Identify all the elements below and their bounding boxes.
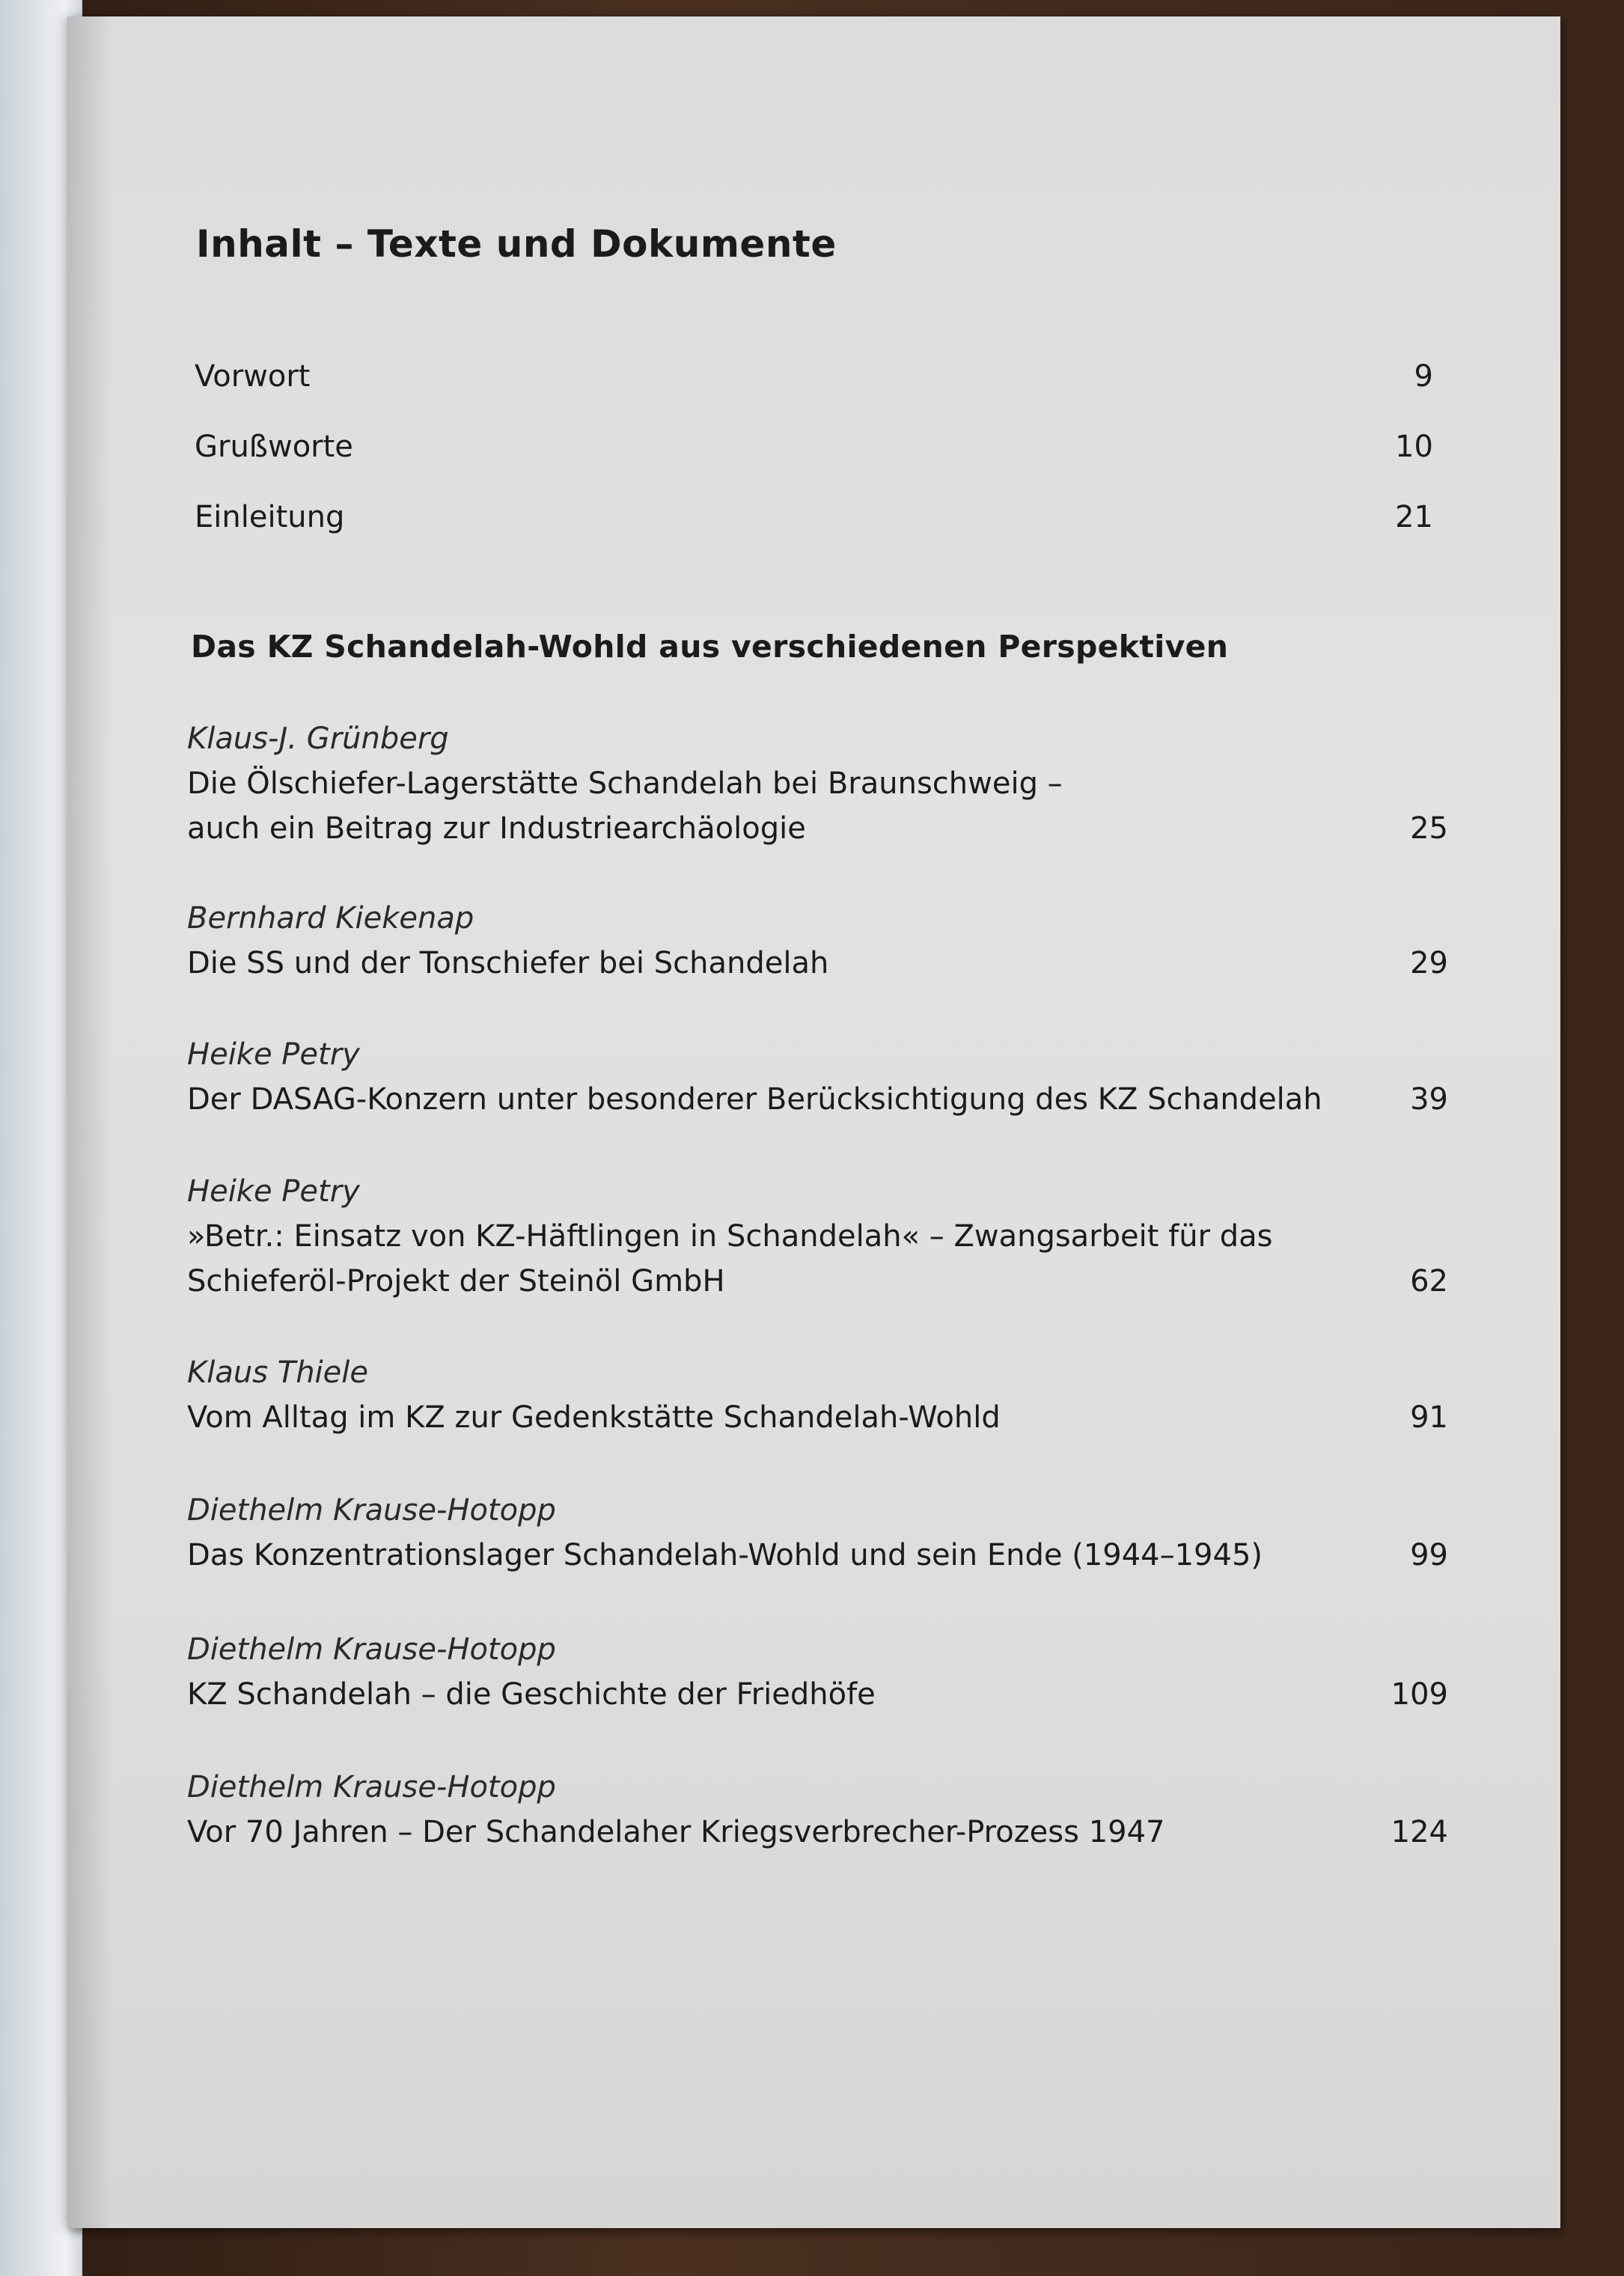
toc-item-title <box>187 1672 876 1717</box>
toc-item-author: Diethelm Krause-Hotopp <box>187 1632 556 1667</box>
toc-entry-vorwort <box>195 359 1433 394</box>
toc-item-title-line: auch ein Beitrag zur Industriearchäologie <box>187 811 806 846</box>
toc-item-page: 109 <box>1391 1677 1448 1712</box>
toc-item <box>187 1350 1448 1440</box>
toc-entry-grussworte <box>195 430 1433 464</box>
toc-item-title <box>187 1533 1263 1578</box>
toc-item-page: 29 <box>1410 946 1448 980</box>
toc-item-title <box>187 1077 1322 1122</box>
toc-item-title-line: Vor 70 Jahren – Der Schandelaher Kriegsverbrecher-Prozess 1947 <box>187 1815 1165 1849</box>
toc-item-author: Heike Petry <box>187 1037 360 1072</box>
toc-item-title-row <box>187 1395 1448 1440</box>
toc-entry-page: 9 <box>1414 359 1433 394</box>
toc-item-title-line: Schieferöl-Projekt der Steinöl GmbH <box>187 1264 725 1299</box>
toc-item-title-row <box>187 1672 1448 1717</box>
toc-item-page: 39 <box>1410 1082 1448 1117</box>
toc-item <box>187 716 1448 851</box>
toc-item-page: 62 <box>1410 1264 1448 1299</box>
toc-entry-label: Grußworte <box>195 430 353 464</box>
toc-item-title <box>187 1214 1273 1304</box>
toc-item-title-line: KZ Schandelah – die Geschichte der Friedhöfe <box>187 1677 876 1712</box>
toc-item-title-line: Der DASAG-Konzern unter besonderer Berücksichtigung des KZ Schandelah <box>187 1082 1322 1117</box>
toc-item-author: Bernhard Kiekenap <box>187 901 474 936</box>
toc-item-author: Diethelm Krause-Hotopp <box>187 1770 556 1804</box>
toc-item-title-row <box>187 1533 1448 1578</box>
book-page <box>67 16 1560 2228</box>
toc-item-title-row <box>187 761 1448 851</box>
toc-entry-label: Einleitung <box>195 500 345 534</box>
toc-item <box>187 1765 1448 1855</box>
toc-item-author: Klaus-J. Grünberg <box>187 721 449 756</box>
toc-item <box>187 1488 1448 1578</box>
toc-item <box>187 1169 1448 1304</box>
toc-item <box>187 896 1448 986</box>
toc-entry-label: Vorwort <box>195 359 311 394</box>
toc-item-author: Diethelm Krause-Hotopp <box>187 1493 556 1528</box>
toc-item-page: 124 <box>1391 1815 1448 1849</box>
toc-item-title-line: Die Ölschiefer-Lagerstätte Schandelah bei Braunschweig – <box>187 766 1063 801</box>
toc-item <box>187 1627 1448 1717</box>
toc-item-title <box>187 761 1063 851</box>
toc-item-title-row <box>187 1810 1448 1855</box>
toc-entry-page: 21 <box>1395 500 1433 534</box>
section-heading: Das KZ Schandelah-Wohld aus verschiedenen Perspektiven <box>191 629 1229 665</box>
toc-item-page: 99 <box>1410 1538 1448 1572</box>
toc-item-title <box>187 941 828 986</box>
toc-item-title-line: Das Konzentrationslager Schandelah-Wohld und sein Ende (1944–1945) <box>187 1538 1263 1572</box>
toc-item <box>187 1032 1448 1122</box>
toc-item-page: 25 <box>1410 811 1448 846</box>
toc-item-title-line: Vom Alltag im KZ zur Gedenkstätte Schandelah-Wohld <box>187 1400 1001 1435</box>
toc-item-title-line: »Betr.: Einsatz von KZ-Häftlingen in Schandelah« – Zwangsarbeit für das <box>187 1219 1273 1254</box>
toc-item-author: Klaus Thiele <box>187 1355 368 1390</box>
toc-item-page: 91 <box>1410 1400 1448 1435</box>
toc-item-title-row <box>187 1077 1448 1122</box>
toc-item-title <box>187 1810 1164 1855</box>
toc-item-title-line: Die SS und der Tonschiefer bei Schandelah <box>187 946 829 980</box>
toc-item-title-row <box>187 941 1448 986</box>
toc-item-author: Heike Petry <box>187 1174 360 1209</box>
toc-item-title-row <box>187 1214 1448 1304</box>
toc-entry-einleitung <box>195 500 1433 534</box>
page-title: Inhalt – Texte und Dokumente <box>196 222 837 266</box>
page-gutter-shadow <box>67 16 112 2228</box>
toc-item-title <box>187 1395 1001 1440</box>
toc-entry-page: 10 <box>1395 430 1433 464</box>
